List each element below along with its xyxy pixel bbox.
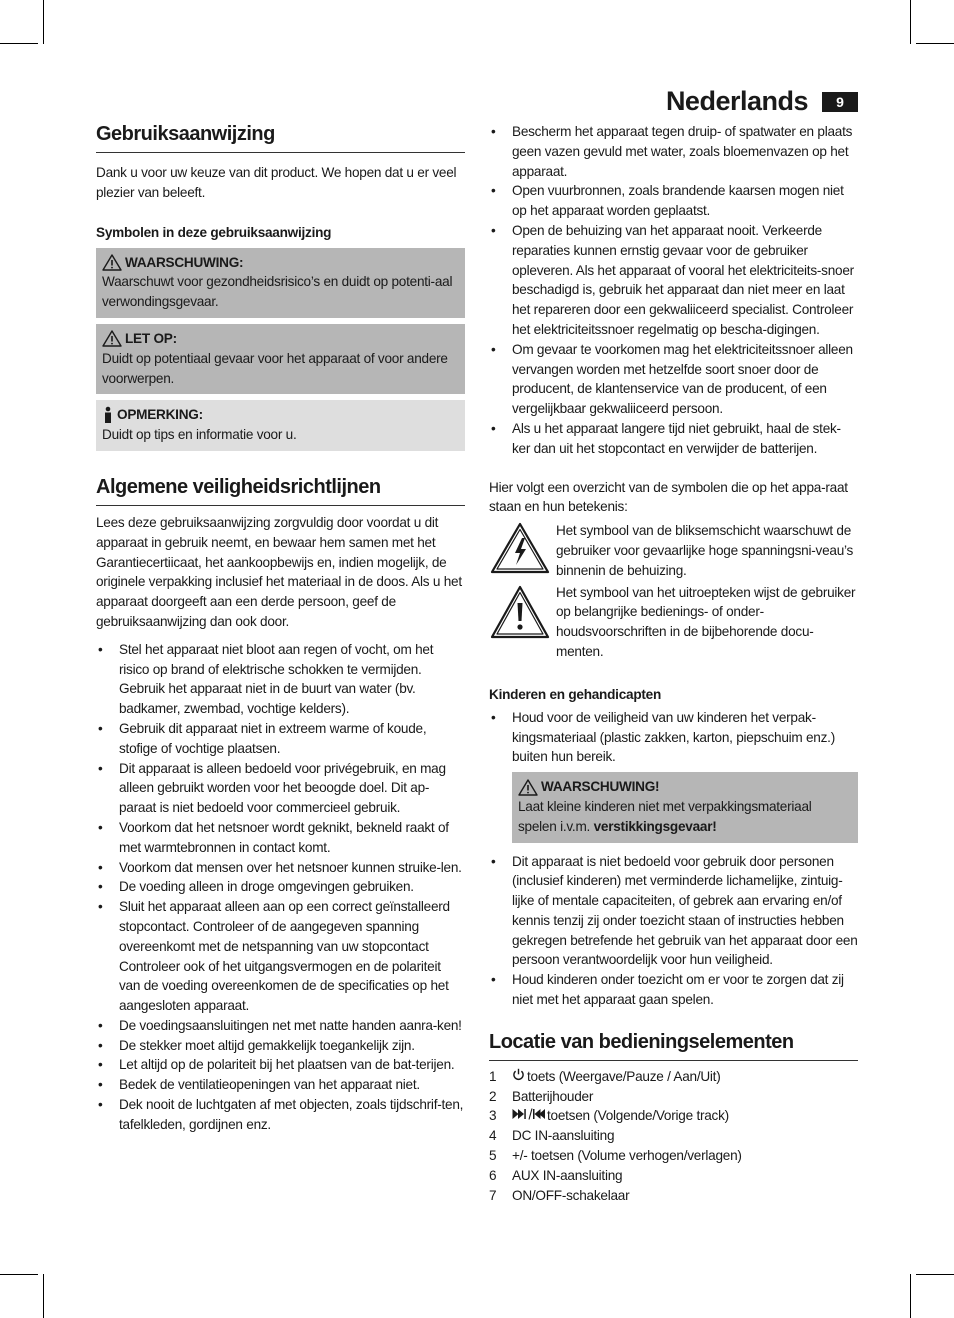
symbol-row-lightning [489,521,858,580]
children-warning-body: Laat kleine kinderen niet met verpakkingsmateriaal spelen i.v.m. [518,798,812,834]
symbol-row-exclamation [489,583,858,662]
list-item: • Let altijd op de polariteit bij het plaatsen van de bat-terijen. [96,1055,465,1075]
crop-mark [910,0,911,44]
children-warning-emphasis: verstikkingsgevaar! [593,818,717,834]
list-item: • Dit apparaat is alleen bedoeld voor privégebruik, en mag alleen gebruikt worden voor het beoogde doel. Dit ap-paraat is niet bedoeld voor commercieel gebruik. [96,759,465,818]
control-label: DC IN-aansluiting [512,1128,615,1144]
lightning-symbol-text: Het symbool van de bliksemschicht waarschuwt de gebruiker voor gevaarlijke hoge spanningsni-veau’s binnenin de behuizing. [556,523,854,578]
right-column [489,122,858,1205]
control-item [489,1087,858,1107]
section-title-gebruiksaanwijzing: Gebruiksaanwijzing [96,120,465,153]
caution-note-title: LET OP: [125,330,177,346]
list-item: • Bescherm het apparaat tegen druip- of spatwater en plaats geen vazen gevuld met water, zoals bloemenvazen op het apparaat. [489,122,858,181]
controls-list [489,1067,858,1206]
children-warning-text [518,797,852,837]
crop-mark [0,43,38,44]
info-icon [102,406,114,424]
crop-mark [916,43,954,44]
skip-next-prev-icon [512,1108,545,1120]
list-item: • Bedek de ventilatieopeningen van het apparaat niet. [96,1075,465,1095]
children-warning-title: WAARSCHUWING! [541,779,660,795]
control-number: 7 [489,1187,497,1203]
symbols-intro: Hier volgt een overzicht van de symbolen die op het appa-raat staan en hun betekenis: [489,479,848,515]
list-item: • Dek nooit de luchtgaten af met objecten, zoals tijdschrif-ten, tafelkleden, gordijnen enz. [96,1095,465,1135]
children-list-continued [489,852,858,1010]
caution-note-text: Duidt op potentiaal gevaar voor het apparaat of voor andere voorwerpen. [102,350,448,386]
control-label: +/- toetsen (Volume verhogen/verlagen) [512,1148,742,1164]
list-item: • De stekker moet altijd gemakkelijk toegankelijk zijn. [96,1036,465,1056]
power-icon [512,1068,525,1081]
control-number: 2 [489,1088,497,1104]
list-item: • Stel het apparaat niet bloot aan regen of vocht, om het risico op brand of elektrische schokken te vermijden. Gebruik het apparaat niet in de buurt van water (bv. badkamer, zwembad, vochtige kelders). [96,640,465,719]
control-item [489,1106,858,1126]
children-heading: Kinderen en gehandicapten [489,686,662,702]
page-header [666,86,858,117]
list-item: • Om gevaar te voorkomen mag het elektriciteitssnoer alleen vervangen worden met hetzelfde soort snoer door de producent, de klantenservice van de producent, of een vergelijkbaar gekwaliiceerd persoon. [489,340,858,419]
list-item: • Als u het apparaat langere tijd niet gebruikt, haal de stek-ker dan uit het stopcontact en verwijder de batterijen. [489,419,858,459]
crop-mark [910,1274,911,1318]
control-label: AUX IN-aansluiting [512,1167,623,1183]
crop-mark [43,1274,44,1318]
exclamation-warning-icon [489,583,551,641]
list-item: • Gebruik dit apparaat niet in extreem warme of koude, stofige of vochtige plaatsen. [96,719,465,759]
list-item: • Houd kinderen onder toezicht om er voor te zorgen dat zij niet met het apparaat gaan spelen. [489,970,858,1010]
left-column [96,120,465,1135]
safety-intro: Lees deze gebruiksaanwijzing zorgvuldig door voordat u dit apparaat in gebruik neemt, en bewaar hem samen met het Garantiecertiicaat, het aankoopbewijs en, indien mogelijk, de originele verpakking inclusief het materiaal in de doos. Als u het apparaat doorgeeft aan een derde persoon, geef de gebruiksaanwijzing dan ook door. [96,514,462,629]
control-item [489,1186,858,1206]
section-title-controls: Locatie van bedieningselementen [489,1028,858,1061]
crop-mark [43,0,44,44]
warning-note-title: WAARSCHUWING: [125,254,244,270]
symbols-heading: Symbolen in deze gebruiksaanwijzing [96,224,332,240]
control-item [489,1146,858,1166]
section-title-safety: Algemene veiligheidsrichtlijnen [96,473,465,506]
page-number: 9 [822,92,858,112]
control-number: 5 [489,1148,497,1164]
list-item: • Voorkom dat mensen over het netsnoer kunnen struike-len. [96,858,465,878]
remark-note-title: OPMERKING: [117,407,203,423]
crop-mark [916,1274,954,1275]
warning-note [96,248,465,318]
language-title: Nederlands [665,86,808,116]
list-item: • Voorkom dat het netsnoer wordt geknikt, bekneld raakt of met warmtebronnen in contact komt. [96,818,465,858]
children-list [489,708,858,767]
safety-list-continued [489,122,858,459]
intro-text: Dank u voor uw keuze van dit product. We hopen dat u er veel plezier van beleeft. [96,165,457,200]
remark-note-text: Duidt op tips en informatie voor u. [102,427,297,443]
control-label: toets (Weergave/Pauze / Aan/Uit) [527,1068,721,1084]
control-number: 3 [489,1108,497,1124]
list-item: • Houd voor de veiligheid van uw kinderen het verpak-kingsmateriaal (plastic zakken, karton, piepschuim enz.) buiten hun bereik. [489,708,858,767]
list-item: • Dit apparaat is niet bedoeld voor gebruik door personen (inclusief kinderen) met verminderde lichamelijke, zintuig-lijke of mentale capaciteiten, of gebrek aan ervaring en/of kennis tenzij zij onder toezicht staan of instructies hebben gekregen betrefende het gebruik van het apparaat door een persoon verantwoordelijk voor hun veiligheid. [489,852,858,971]
warning-triangle-icon [518,779,538,796]
list-item: • De voedingsaansluitingen net met natte handen aanra-ken! [96,1016,465,1036]
control-number: 1 [489,1068,497,1084]
control-label: ON/OFF-schakelaar [512,1187,630,1203]
list-item: • Open de behuizing van het apparaat nooit. Verkeerde reparaties kunnen ernstig gevaar voor de gebruiker opleveren. Als het apparaat of vooral het elektriciteits-snoer beschadigd is, gebruik het apparaat dan niet meer en laat het repareren door een gekwaliiceerd specialist. Controleer het elektriciteitssnoer regelmatig op bescha-digingen. [489,221,858,340]
remark-note [96,400,465,451]
control-item [489,1126,858,1146]
safety-list [96,640,465,1135]
control-item [489,1067,858,1087]
children-warning-note [512,772,858,842]
list-item: • Sluit het apparaat alleen aan op een correct geïnstalleerd stopcontact. Controleer of de aangegeven spanning overeenkomt met de netspanning van uw stopcontact Controleer ook of het uitgangsvermogen en de polariteit van de voeding overeenkomen de de specificaties op het aangesloten apparaat. [96,897,465,1016]
control-item [489,1166,858,1186]
lightning-warning-icon [489,521,551,575]
warning-triangle-icon [102,330,122,347]
list-item: • De voeding alleen in droge omgevingen gebruiken. [96,877,465,897]
control-number: 6 [489,1167,497,1183]
caution-note [96,324,465,394]
control-label: Batterijhouder [512,1088,594,1104]
crop-mark [0,1274,38,1275]
warning-note-text: Waarschuwt voor gezondheidsrisico’s en duidt op potenti-aal verwondingsgevaar. [102,274,453,310]
list-item: • Open vuurbronnen, zoals brandende kaarsen mogen niet op het apparaat worden geplaatst. [489,181,858,221]
control-number: 4 [489,1128,497,1144]
exclamation-symbol-text: Het symbool van het uitroepteken wijst de gebruiker op belangrijke bedienings- of onder-houdsvoorschriften in de bijbehorende docu-menten. [556,584,856,659]
control-label: toetsen (Volgende/Vorige track) [547,1108,729,1124]
warning-triangle-icon [102,254,122,271]
